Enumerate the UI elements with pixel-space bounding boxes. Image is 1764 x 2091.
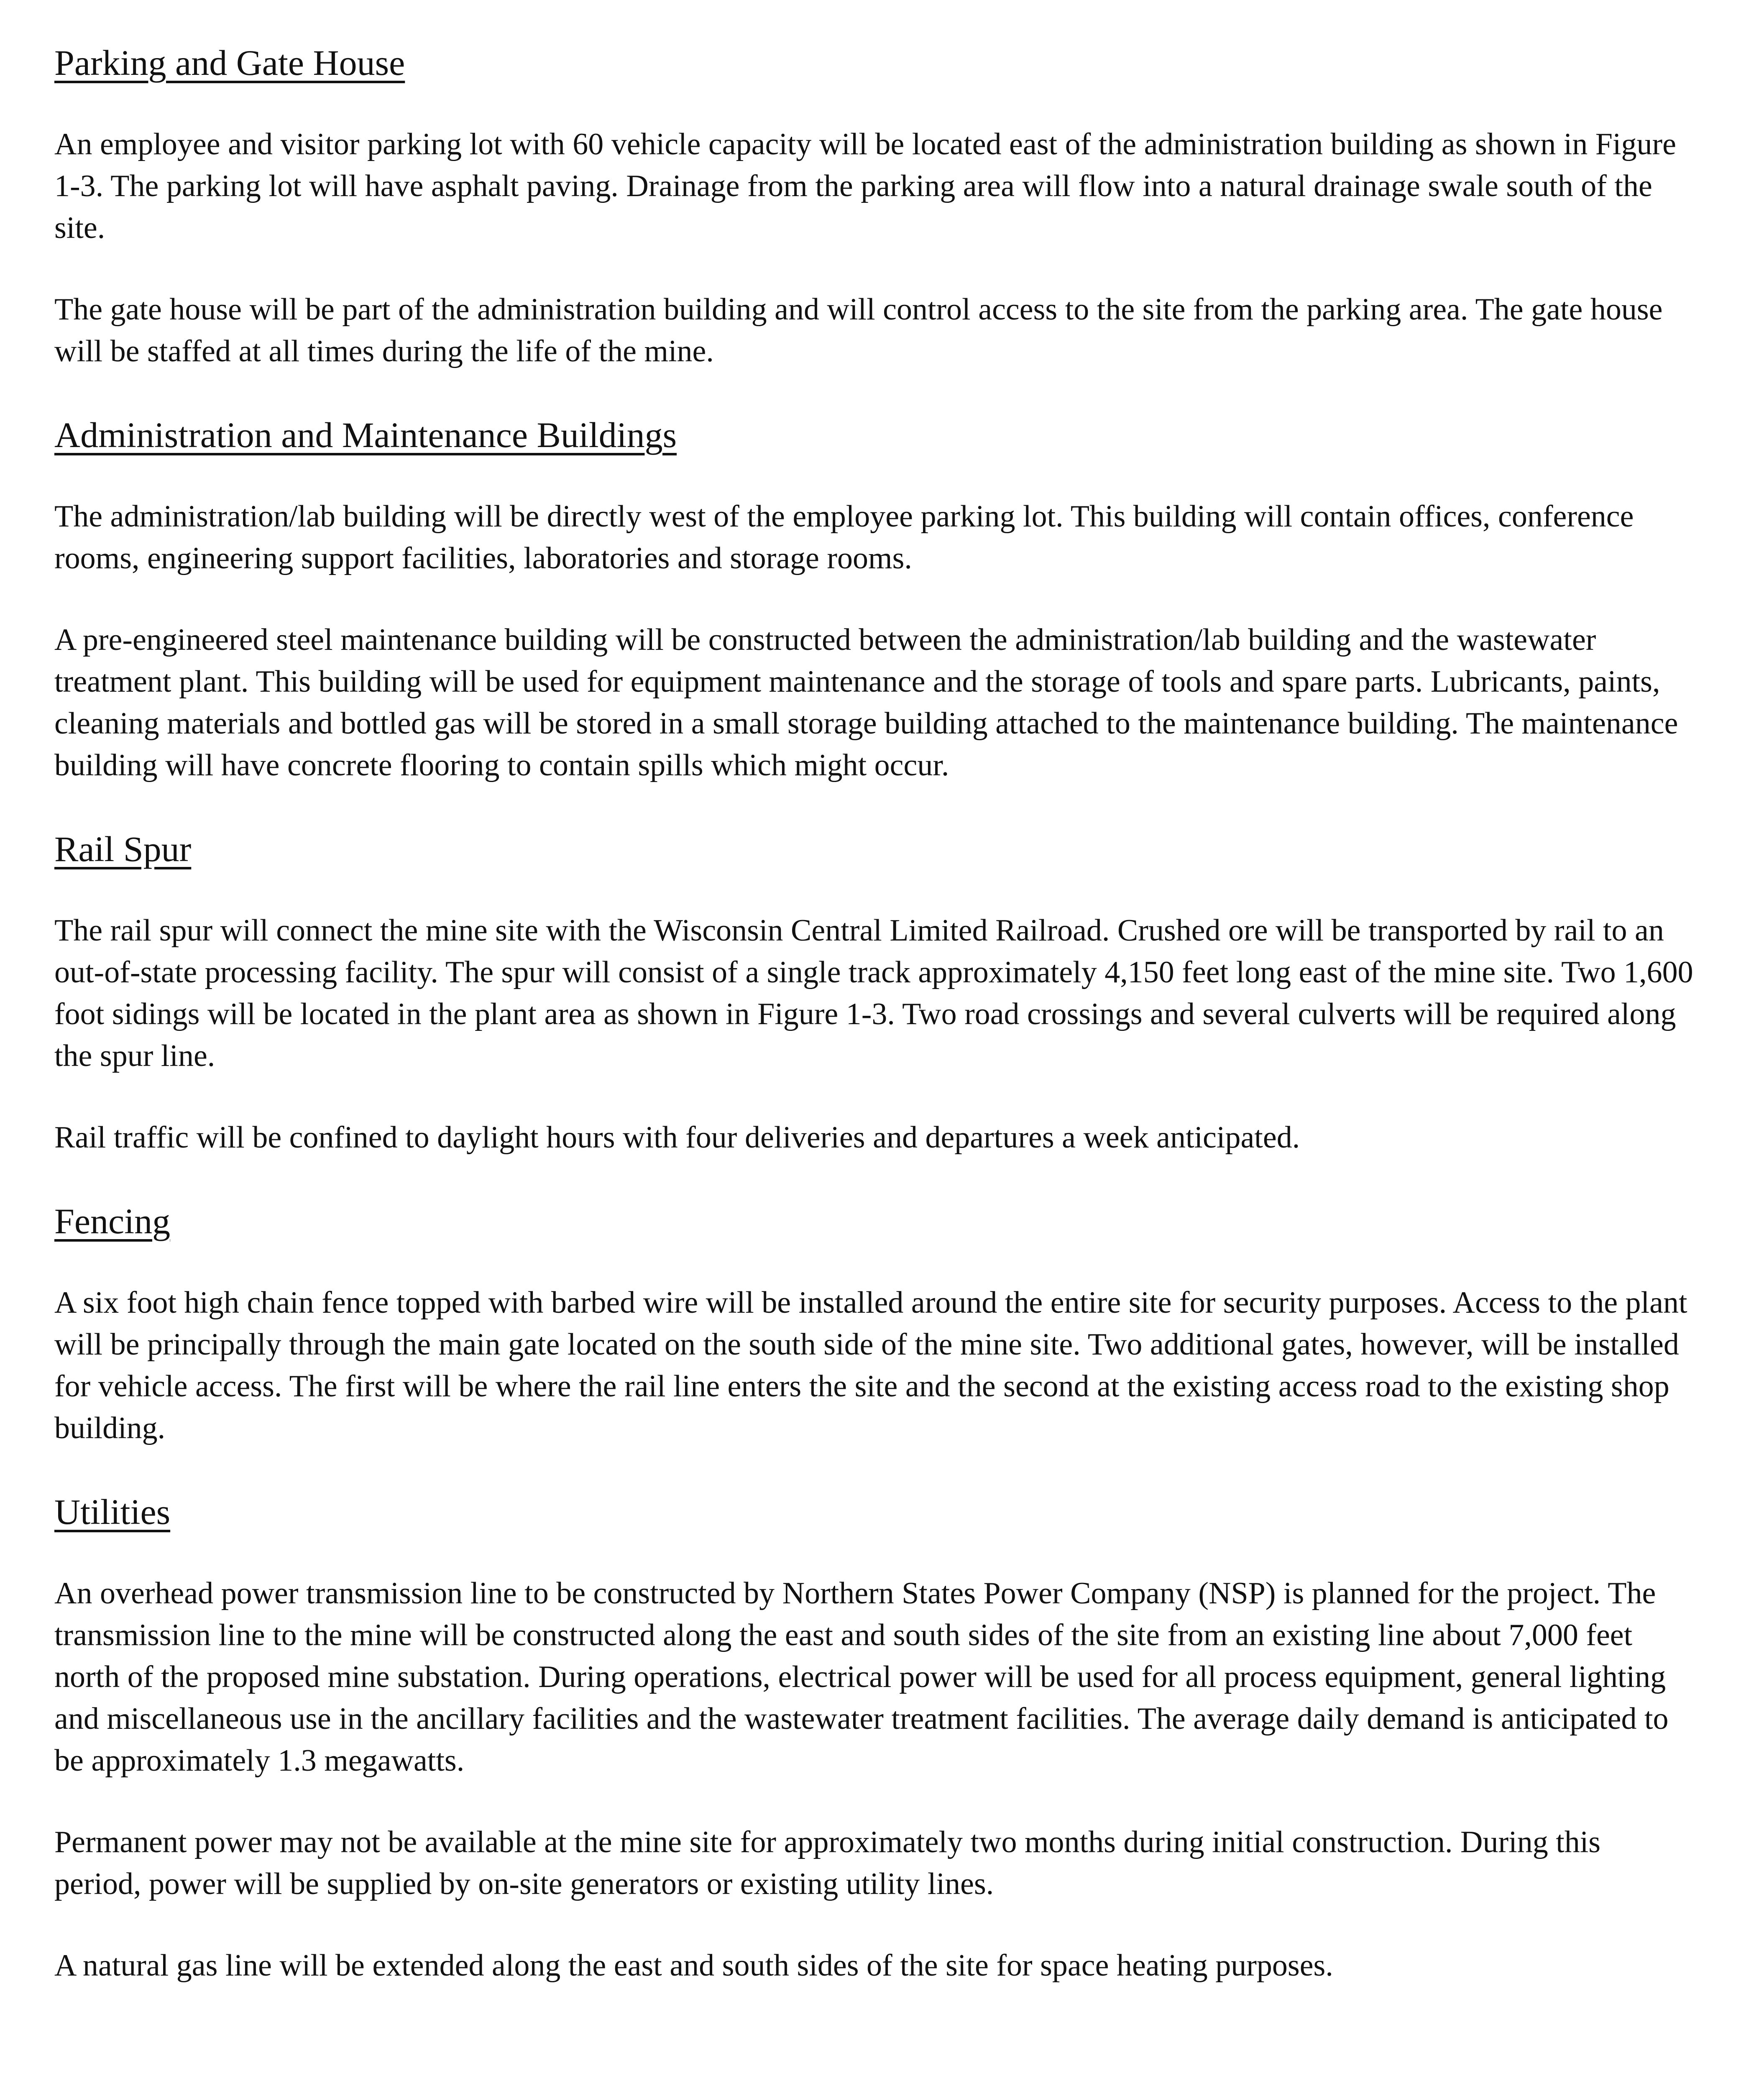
page-content: [54, 40, 1694, 2026]
section-parking-and-gate-house: [54, 40, 1694, 372]
paragraph: Permanent power may not be available at the mine site for approximately two months during initial construction. During this period, power will be supplied by on-site generators or existing utility lines.: [54, 1825, 1601, 1901]
section-heading: Rail Spur: [54, 829, 192, 869]
section-utilities: [54, 1489, 1694, 1986]
paragraph: A pre-engineered steel maintenance building will be constructed between the administration/lab building and the wastewater treatment plant. This building will be used for equipment maintenance and the storage of tools and spare parts. Lubricants, paints, cleaning materials and bottled gas will be stored in a small storage building attached to the maintenance building. The maintenance building will have concrete flooring to contain spills which might occur.: [54, 623, 1678, 782]
section-rail-spur: [54, 826, 1694, 1158]
paragraph: The administration/lab building will be directly west of the employee parking lot. This building will contain offices, conference rooms, engineering support facilities, laboratories and storage rooms.: [54, 499, 1634, 575]
section-fencing: [54, 1198, 1694, 1449]
paragraph: The gate house will be part of the administration building and will control access to the site from the parking area. The gate house will be staffed at all times during the life of the mine.: [54, 292, 1663, 368]
section-administration-and-maintenance-buildings: [54, 412, 1694, 786]
paragraph: Rail traffic will be confined to daylight hours with four deliveries and departures a week anticipated.: [54, 1120, 1300, 1155]
paragraph: An overhead power transmission line to be constructed by Northern States Power Company (NSP) is planned for the project. The transmission line to the mine will be constructed along the east and south sides of the site from an existing line about 7,000 feet north of the proposed mine substation. During operations, electrical power will be used for all process equipment, general lighting and miscellaneous use in the ancillary facilities and the wastewater treatment facilities. The average daily demand is anticipated to be approximately 1.3 megawatts.: [54, 1576, 1669, 1778]
section-heading: Administration and Maintenance Buildings: [54, 415, 677, 455]
section-heading: Parking and Gate House: [54, 43, 405, 83]
paragraph: The rail spur will connect the mine site with the Wisconsin Central Limited Railroad. Crushed ore will be transported by rail to an out-of-state processing facility. The spur will consist of a single track approximately 4,150 feet long east of the mine site. Two 1,600 foot sidings will be located in the plant area as shown in Figure 1-3. Two road crossings and several culverts will be required along the spur line.: [54, 913, 1693, 1073]
section-heading: Fencing: [54, 1201, 171, 1241]
paragraph: A natural gas line will be extended along the east and south sides of the site for space heating purposes.: [54, 1948, 1333, 1983]
paragraph: A six foot high chain fence topped with barbed wire will be installed around the entire site for security purposes. Access to the plant will be principally through the main gate located on the south side of the mine site. Two additional gates, however, will be installed for vehicle access. The first will be where the rail line enters the site and the second at the existing access road to the existing shop building.: [54, 1286, 1687, 1445]
paragraph: An employee and visitor parking lot with 60 vehicle capacity will be located east of the administration building as shown in Figure 1-3. The parking lot will have asphalt paving. Drainage from the parking area will flow into a natural drainage swale south of the site.: [54, 127, 1676, 245]
section-heading: Utilities: [54, 1492, 171, 1532]
